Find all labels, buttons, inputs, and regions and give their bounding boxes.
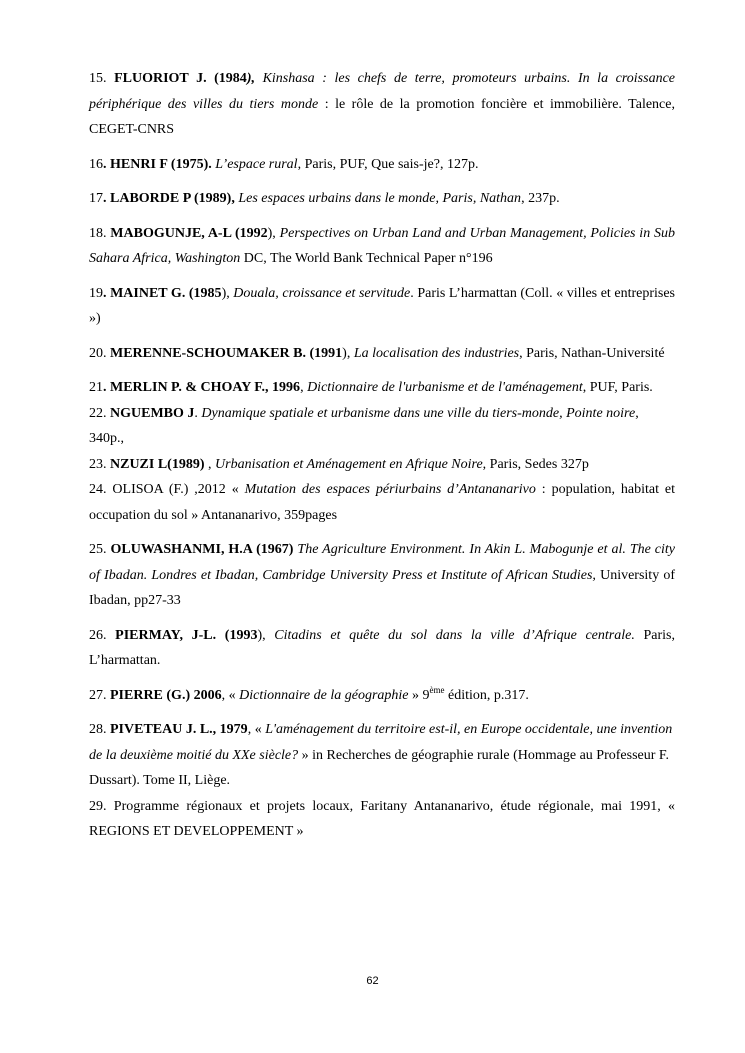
reference-18: 18. MABOGUNJE, A-L (1992), Perspectives on Urban Land and Urban Management, Policies in Sub Sahara Africa, Washington DC, The World Bank Technical Paper n°196: [89, 225, 675, 266]
reference-27: 27. PIERRE (G.) 2006, « Dictionnaire de la géographie » 9ème édition, p.317.: [89, 684, 529, 703]
reference-28: 28. PIVETEAU J. L., 1979, « L'aménagement du territoire est-il, en Europe occidentale, une invention de la deuxième moitié du XXe siècle? » in Recherches de géographie rurale (Hommage au Professeur F. Dussart). Tome II, Liège.: [89, 722, 673, 788]
reference-22: 22. NGUEMBO J. Dynamique spatiale et urbanisme dans une ville du tiers-monde, Pointe noire, 340p.,: [89, 405, 639, 446]
reference-21: 21. MERLIN P. & CHOAY F., 1996, Dictionnaire de l'urbanisme et de l'aménagement, PUF, Paris.: [89, 380, 653, 395]
reference-16: 16. HENRI F (1975). L’espace rural, Paris, PUF, Que sais-je?, 127p.: [89, 156, 479, 172]
reference-26: 26. PIERMAY, J-L. (1993), Citadins et quête du sol dans la ville d’Afrique centrale. Paris, L’harmattan.: [89, 627, 675, 668]
reference-23: 23. NZUZI L(1989) , Urbanisation et Aménagement en Afrique Noire, Paris, Sedes 327p: [89, 456, 589, 472]
reference-29: 29. Programme régionaux et projets locaux, Faritany Antananarivo, étude régionale, mai 1991, « REGIONS ET DEVELOPPEMENT »: [89, 798, 676, 839]
reference-17: 17. LABORDE P (1989), Les espaces urbains dans le monde, Paris, Nathan, 237p.: [89, 191, 560, 206]
reference-20: 20. MERENNE-SCHOUMAKER B. (1991), La localisation des industries, Paris, Nathan-Université: [89, 345, 665, 361]
page-number: 62: [366, 975, 379, 987]
reference-19: 19. MAINET G. (1985), Douala, croissance et servitude. Paris L’harmattan (Coll. « villes et entreprises »): [89, 285, 675, 326]
reference-15: 15. FLUORIOT J. (1984), Kinshasa : les chefs de terre, promoteurs urbains. In la croissance périphérique des villes du tiers monde : le rôle de la promotion foncière et immobilière. Talence, CEGET-CNRS: [89, 71, 675, 137]
reference-24: 24. OLISOA (F.) ,2012 « Mutation des espaces périurbains d’Antananarivo : population, habitat et occupation du sol » Antananarivo, 359pages: [89, 482, 675, 523]
reference-25: 25. OLUWASHANMI, H.A (1967) The Agriculture Environment. In Akin L. Mabogunje et al. The city of Ibadan. Londres et Ibadan, Cambridge University Press et Institute of African Studies, University of Ibadan, pp27-33: [89, 542, 676, 608]
bibliography-list: [89, 66, 675, 845]
